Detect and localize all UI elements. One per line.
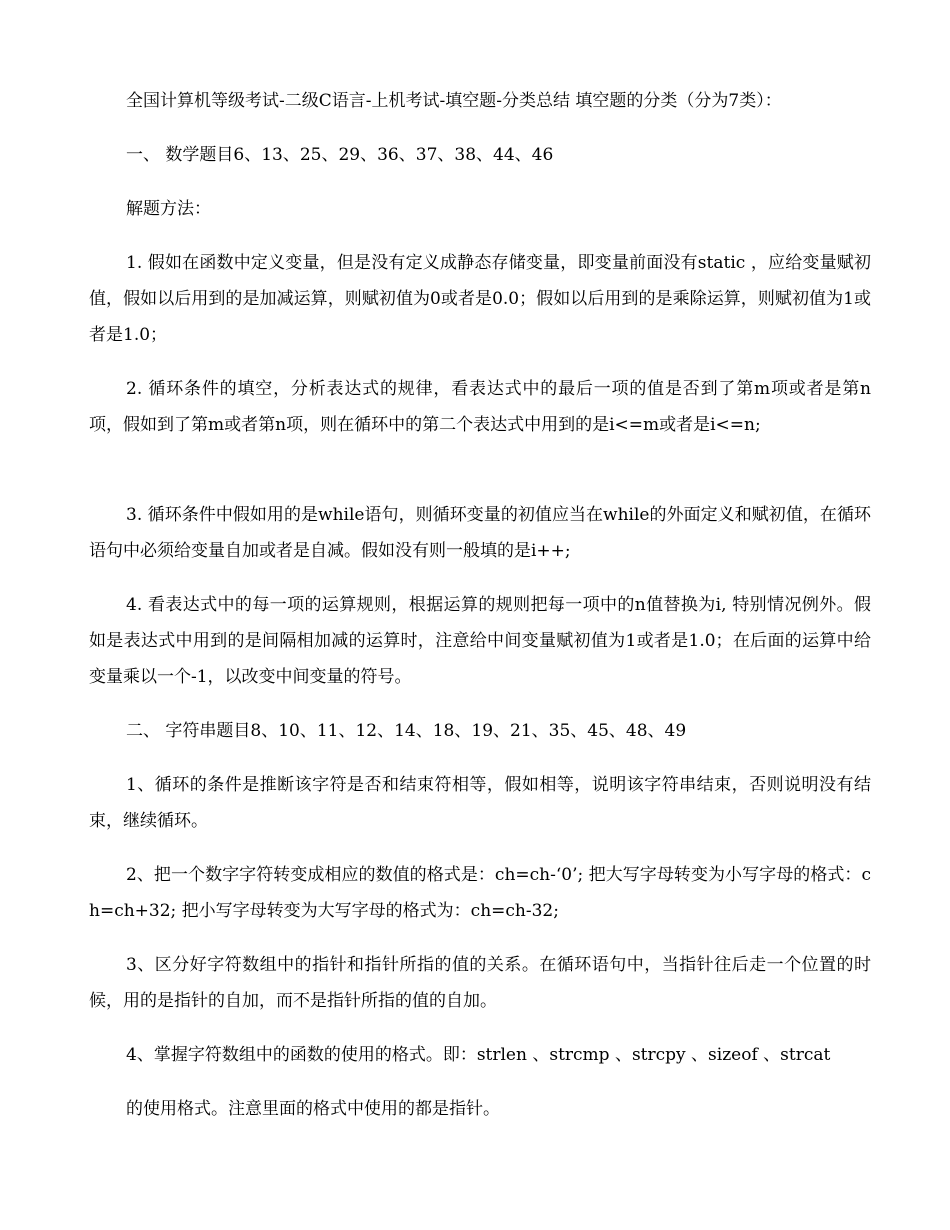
section-heading-math: 一、 数学题目6、13、25、29、36、37、38、44、46 — [126, 145, 554, 165]
document-title: 全国计算机等级考试-二级C语言-上机考试-填空题-分类总结 填空题的分类（分为7类）： — [126, 91, 782, 111]
string-tip-3: 3、区分好字符数组中的指针和指针所指的值的关系。在循环语句中，当指针往后走一个位置的时候，用的是指针的自加，而不是指针所指的值的自加。 — [89, 955, 871, 1011]
string-tip-1: 1、循环的条件是推断该字符是否和结束符相等，假如相等，说明该字符串结束，否则说明没有结束，继续循环。 — [89, 775, 871, 831]
string-tip-2: 2、把一个数字字符转变成相应的数值的格式是：ch=ch-‘0’; 把大写字母转变为小写字母的格式：ch=ch+32; 把小写字母转变为大写字母的格式为：ch=ch-32; — [89, 865, 871, 921]
math-tip-1: 1. 假如在函数中定义变量，但是没有定义成静态存储变量，即变量前面没有static ，应给变量赋初值，假如以后用到的是加减运算，则赋初值为0或者是0.0；假如以后用到的是乘除运算，则赋初值为1或者是1.0； — [89, 253, 871, 345]
math-tip-4: 4. 看表达式中的每一项的运算规则，根据运算的规则把每一项中的n值替换为i, 特别情况例外。假如是表达式中用到的是间隔相加减的运算时，注意给中间变量赋初值为1或者是1.0；在后面的运算中给变量乘以一个-1，以改变中间变量的符号。 — [89, 595, 871, 687]
string-tip-4: 4、掌握字符数组中的函数的使用的格式。即：strlen 、strcmp 、strcpy 、sizeof 、strcat — [126, 1045, 831, 1065]
method-label: 解题方法： — [126, 199, 211, 219]
math-tip-3: 3. 循环条件中假如用的是while语句，则循环变量的初值应当在while的外面定义和赋初值，在循环语句中必须给变量自加或者是自减。假如没有则一般填的是i++; — [89, 505, 871, 561]
section-heading-string: 二、 字符串题目8、10、11、12、14、18、19、21、35、45、48、49 — [126, 721, 687, 741]
math-tip-2: 2. 循环条件的填空，分析表达式的规律，看表达式中的最后一项的值是否到了第m项或者是第n项，假如到了第m或者第n项，则在循环中的第二个表达式中用到的是i<=m或者是i<=n; — [89, 379, 871, 435]
string-tip-4-continued: 的使用格式。注意里面的格式中使用的都是指针。 — [126, 1099, 500, 1119]
